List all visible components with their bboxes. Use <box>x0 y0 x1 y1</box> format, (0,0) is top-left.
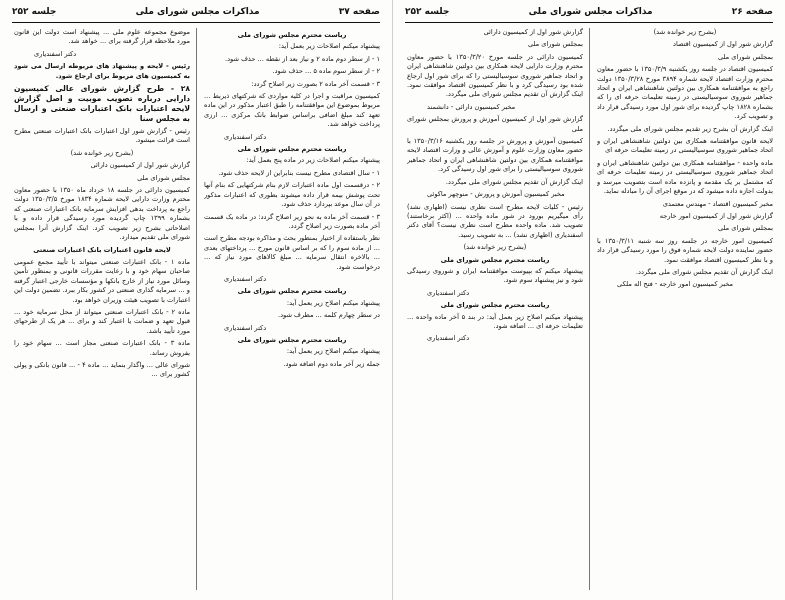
paragraph: ریاست محترم مجلس شورای ملی <box>237 145 347 154</box>
right-page-number: صفحه ۲۶ <box>731 7 773 17</box>
paragraph: ۲ - درقسمت اول ماده اعتبارات لازم بنام شرکتهایی که بنام آنها تحت پوشش بیمه قرار داده میشوند بطوری که اعتبارات مذکور در آن سال موعد بپردازد حذف شود. <box>204 181 380 209</box>
paragraph: ریاست محترم مجلس شورای ملی <box>237 335 347 344</box>
paragraph: موضوع مجموعه علوم ملی ... پیشنهاد است دولت این قانون مورد ملاحظه قرار گرفته برای ... خواهد شد. <box>14 28 190 46</box>
paragraph: گزارش شور اول از کمیسیون آموزش و پرورش بمجلس شورای ملی <box>407 115 583 133</box>
paragraph: مخبر کمیسیون دارائی - دانشمند <box>427 102 516 111</box>
right-page-title: مذاکرات مجلس شورای ملی <box>528 7 653 17</box>
right-page <box>393 0 785 600</box>
paragraph: کمیسیون امور خارجه در جلسه روز سه شنبه ۱۳۵۰/۳/۱۱ با حضور نماینده دولت لایحه شماره فوق را مورد رسیدگی قرار داد و با نظر کمیسیون اقتصاد موافقت نمود. <box>597 236 773 264</box>
paragraph: کمیسیون مراقبت و اجرا در کلیه مواردی که شرکتهای ذیربط ... مربوط بموضوع این موافقتنامه را طبق اعتبار مذکور در این ماده تعهد کند مبلغ اضافی براساس ضوابط بانک مرکزی ... ارزی پرداخت خواهد شد. <box>204 92 380 129</box>
paragraph: نظر باستفاده از اختیار بمنظور بحث و مذاکره بودجه مطرح است ... از ماده سوم را که بر اساس قانون مورخ ... پرداختهای بعدی ... بالاخره انتقال سرمایه ... مبلغ کالاهای مورد نیاز که ... درخواست شود. <box>204 234 380 271</box>
paragraph: ماده ۱ - بانک اعتبارات صنعتی میتواند با تأیید مجمع عمومی صاحبان سهام خود و با رعایت مقررات قانونی و بمنظور تأمین وسائل مورد نیاز از خارج بانکها و مؤسسات خارجی اعتبار گرفته و ... سرمایه گذاری صنعتی در کشور بکار ببرد. تضمین دولت این اعتبارات با تصویب هیئت وزیران خواهد بود. <box>14 257 190 304</box>
paragraph: ریاست محترم مجلس شورای ملی <box>440 301 550 310</box>
paragraph: گزارش شور اول از کمیسیون دارائی <box>483 28 583 36</box>
paragraph: اینک گزارش آن تقدیم مجلس شورای ملی میگردد. <box>635 267 773 276</box>
paragraph: گزارش شور اول از کمیسیون امور خارجه <box>659 211 773 220</box>
paragraph: دکتر اسفندیاری <box>224 132 267 141</box>
paragraph: پیشنهاد میکنم اصلاح زیر بعمل آید: در بند ۵ آخر ماده واحده ... تعلیمات حرفه ای ... اضافه شود. <box>407 312 583 330</box>
paragraph: ۳ - قسمت آخر ماده به نحو زیر اصلاح گردد: در ماده یک قسمت آخر ماده بصورت زیر اصلاح گردد. <box>204 212 380 230</box>
paragraph: شورای عالی ... واگذار بنماید ... ماده ۴ - ... قانون بانکی و پولی کشور برای ... <box>14 360 190 379</box>
paragraph: (بشرح زیر خوانده شد) <box>653 28 717 36</box>
paragraph: پیشنهاد میکنم اصلاحات زیر بعمل آید: <box>278 42 380 51</box>
left-page-left-column <box>14 28 190 590</box>
left-page-right-column <box>204 28 380 590</box>
paragraph: گزارش شور اول از کمیسیون اقتصاد <box>673 40 773 49</box>
right-page-session: جلسه ۲۵۲ <box>405 7 450 17</box>
left-page-session: جلسه ۲۵۲ <box>12 7 57 17</box>
paragraph: کمیسیون آموزش و پرورش در جلسه روز یکشنبه ۱۳۵۰/۳/۱۶ با حضور معاون وزارت علوم و آموزش عالی و وزارت اقتصاد لایحه موافقتنامه همکاری بین دولتین شاهنشاهی ایران و اتحاد جماهیر شوروی سوسیالیستی را برای شور اول رسیدگی کرد. <box>407 137 583 174</box>
paragraph: کمیسیون دارائی در جلسه مورخ ۱۳۵۰/۳/۲۰ با حضور معاون محترم وزارت دارایی لایحه همکاری بین دولتین شاهنشاهی ایران و اتحاد جماهیر شوروی سوسیالیستی را که برای شور اول ارجاع شده بود رسیدگی کرد و با نظر کمیسیون اقتصاد موافقت نمود. اینک گزارش آن تقدیم مجلس شورای ملی میگردد. <box>407 52 583 99</box>
paragraph: مجلس شورای ملی <box>137 173 190 182</box>
paragraph: ۲ - از سطر سوم ماده ۵ ... حذف شود. <box>272 67 380 76</box>
paragraph: بمجلس شورای ملی <box>527 40 583 49</box>
left-page <box>0 0 392 600</box>
paragraph: ماده ۲ - بانک اعتبارات صنعتی میتواند از محل سرمایه خود ... قبول تعهد و ضمانت یا اعتبار کند و برای ... هر یک از طرحهای مورد تأیید باشد. <box>14 307 190 335</box>
paragraph: اینک گزارش آن بشرح زیر تقدیم مجلس شورای ملی میگردد. <box>607 124 773 133</box>
paragraph: ۲۸ - طرح گزارش شورای عالی کمیسیون دارایی درباره تصویب موبیت و اصل گزارش لایحه اعتبارات بانک اعتبارات صنعتی و ارسال به مجلس سنا <box>14 84 190 124</box>
paragraph: لایحه قانون اعتبارات بانک اعتبارات صنعتی <box>33 245 171 254</box>
paragraph: در سطر چهارم کلمه ... مطرف شود. <box>278 311 380 320</box>
left-column-divider <box>196 28 197 590</box>
paragraph: (بشرح زیر خوانده شد) <box>70 148 134 157</box>
paragraph: پیشنهاد میکنم اصلاح زیر بعمل آید: <box>286 298 380 307</box>
paragraph: پیشنهاد میکنم اصلاحات زیر در ماده پنج بعمل آید: <box>246 156 380 165</box>
paragraph: دکتر اسفندیاری <box>224 323 267 332</box>
right-header-rule <box>405 22 773 23</box>
paragraph: ۱ - از سطر دوم ماده ۲ و نیاز بعد از نقطه ... حذف شود. <box>225 54 380 63</box>
paragraph: (بشرح زیر خوانده شد) <box>463 243 527 252</box>
paragraph: ۳ - قسمت آخر ماده ۲ بصورت زیر اصلاح گردد: <box>251 79 380 88</box>
paragraph: دکتر اسفندیاری <box>224 274 267 283</box>
paragraph: دکتر اسفندیاری <box>427 288 470 297</box>
paragraph: ۱ - سال اقتصادی مطرح نیست بنابراین از لایحه حذف شود. <box>218 168 380 177</box>
paragraph: اینک گزارش آن تقدیم مجلس شورای ملی میگردد. <box>445 177 583 186</box>
paragraph: لایحه قانون موافقتنامه همکاری بین دولتین شاهنشاهی ایران و اتحاد جماهیر شوروی سوسیالیستی در زمینه تعلیمات حرفه ای <box>597 137 773 155</box>
paragraph: رئیس - کلیات لایحه مطرح است نظری نیست (اظهاری نشد) رأی میگیریم بورود در شور ماده واحده ... (اکثر برخاستند) تصویب شد. ماده واحده مطرح است نظری نیست؟ آقای دکتر اسفندیاری (اظهاری نشد) ... به تصویب رسید. <box>407 202 583 239</box>
paragraph: دکتر اسفندیاری <box>427 334 470 343</box>
left-header-rule <box>12 22 380 23</box>
paragraph: ماده واحده - موافقتنامه همکاری بین دولتین شاهنشاهی ایران و اتحاد جماهیر شوروی سوسیالیستی در زمینه تعلیمات حرفه ای که مشتمل بر یک مقدمه و پانزده ماده است بتصویب میرسد و بدولت اجازه داده میشود که در موقع اجرای آن را مبادله نماید. <box>597 158 773 196</box>
paragraph: ریاست محترم مجلس شورای ملی <box>440 255 550 264</box>
right-column-divider <box>589 28 590 590</box>
paragraph: مخبر کمیسیون آموزش و پرورش - منوچهر ماکوئی <box>427 190 565 199</box>
left-page-number: صفحه ۳۷ <box>338 7 380 17</box>
right-page-right-column <box>597 28 773 590</box>
paragraph: رئیس - لایحه و پیشنهاد هاى مربوطه ارسال مى شود به کمیسیون هاى مربوط براى ارجاع شود. <box>14 62 190 80</box>
paragraph: جمله زیر آخر ماده دوم اضافه شود. <box>283 359 380 368</box>
right-page-header <box>405 4 773 20</box>
paragraph: ریاست محترم مجلس شورای ملی <box>237 31 347 39</box>
paragraph: مخبر کمیسیون امور خارجه - فتح اله ملکی <box>617 280 733 289</box>
paragraph: کمیسیون اقتصاد در جلسه روز یکشنبه ۱۳۵۰/۳/۹ با حضور معاون محترم وزارت اقتصاد لایحه شماره ۳۸۹۴ مورخ ۱۳۵۰/۳/۲۸ دولت راجع به موافقتنامه همکاری بین دولتین شاهنشاهی ایران و اتحاد جماهیر شوروی سوسیالیستی در زمینه تعلیمات حرفه ای را که بشماره ۱۸۲۸ چاپ گردیده برای شور اول مورد رسیدگی قرار داد و تصویب کرد. <box>597 65 773 121</box>
paragraph: کمیسیون دارائی در جلسه ۱۸ خرداد ماه ۱۳۵۰ با حضور معاون محترم وزارت دارایی لایحه شماره ۱۸۳۴ مورخ ۱۳۵۰/۳/۵ دولت راجع به پرداخت بدهی افزایش سرمایه بانک اعتبارات صنعتی که بشماره ۱۳۹۹ چاپ گردیده مورد رسیدگی قرار داده و با اصلاحاتی بشرح زیر تصویب کرد. اینک گزارش آنرا بمجلس شورای ملی تقدیم میدارد. <box>14 186 190 242</box>
paragraph: بمجلس شورای ملی <box>717 52 773 61</box>
paragraph: رئیس - گزارش شور اول اعتبارات بانک اعتبارات صنعتی مطرح است قرائت میشود. <box>14 127 190 145</box>
paragraph: ماده ۳ - بانک اعتبارات صنعتی مجاز است ... سهام خود را بفروش رساند. <box>14 339 190 357</box>
right-page-left-column <box>407 28 583 590</box>
paragraph: گزارش شور اول از کمیسیون دارائی <box>90 161 190 170</box>
left-page-header <box>12 4 380 20</box>
paragraph: پیشنهاد میکنم که بپیوست موافقتنامه ایران و شوروی رسیدگی شود و نیز پیشنهاد سوم شود. <box>407 266 583 285</box>
paragraph: دکتر اسفندیاری <box>34 49 77 58</box>
paragraph: بمجلس شورای ملی <box>717 224 773 233</box>
paragraph: ریاست محترم مجلس شورای ملی <box>237 287 347 296</box>
paragraph: پیشنهاد میکنم اصلاح زیر بعمل آید: <box>286 347 380 356</box>
paragraph: مخبر کمیسیون اقتصاد - مهندس معتمدی <box>662 199 773 208</box>
left-page-title: مذاکرات مجلس شورای ملی <box>135 7 260 17</box>
